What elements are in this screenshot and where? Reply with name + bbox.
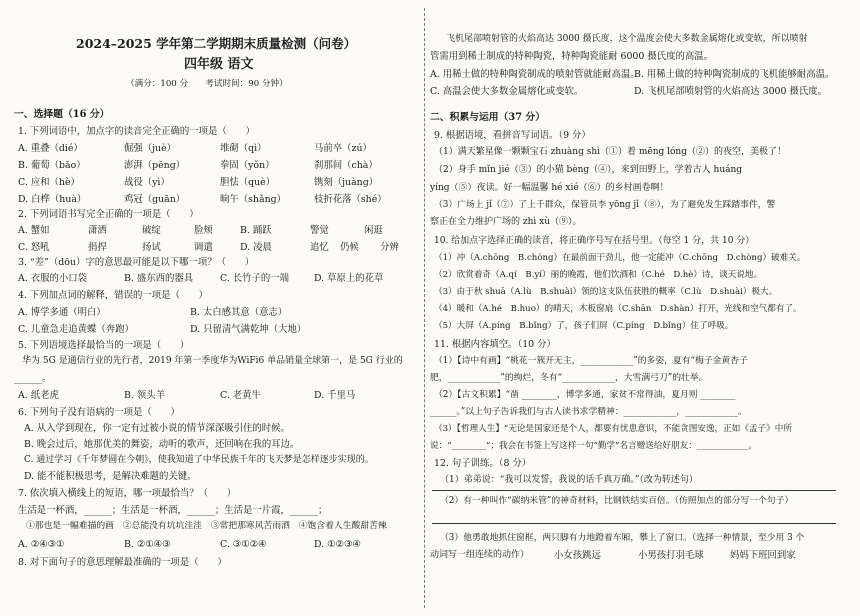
question-stem: 9. 根据语境，看拼音写词语。（9 分） xyxy=(434,130,591,141)
question-stem: 4. 下列加点词的解释，错误的一项是（ ） xyxy=(18,290,209,301)
q2-word: 捐捍 xyxy=(88,242,107,253)
q1-cell: A. 重叠（dié） xyxy=(18,143,83,154)
question-stem: 5. 下列语境选择最恰当的一项是（ ） xyxy=(18,340,190,351)
option-d: D. 只留清气满乾坤（大地） xyxy=(190,324,307,335)
q1-cell: 晌午（shǎng） xyxy=(220,194,286,205)
option-c: C. ③①②④ xyxy=(220,539,267,550)
option-d: D. 千里马 xyxy=(314,390,356,401)
q1-cell: 马前卒（zú） xyxy=(314,143,372,154)
question-line: 说：“________”；我会在书签上写这样一句“勤学”名言赠送给好朋友：____________。 xyxy=(430,441,757,451)
q2-word: 调遣 xyxy=(194,242,213,253)
question-stem: 11. 根据内容填空。（10 分） xyxy=(434,339,556,350)
question-line: （5）大屏（A.píng B.bǐng）了，孩子们屏（C.píng D.bǐng）住了呼吸。 xyxy=(434,321,734,331)
q2-word: B. 踊跃 xyxy=(240,225,272,236)
question-line: 察正在全力维护广场的 zhì xù（⑨）。 xyxy=(430,217,582,227)
question-context: 生活是一杯酒，______；生活是一杯酒，______；生活是一片霞，______； xyxy=(18,505,328,516)
q1-cell: 倔强（juè） xyxy=(124,143,176,154)
scenario-choice: 小女孩跳远 xyxy=(554,550,601,561)
column-divider xyxy=(424,8,426,608)
question-stem: 12. 句子训练。（8 分） xyxy=(434,458,532,469)
option-a: A. 博学多通（明白） xyxy=(18,307,106,318)
option-b: B. 用稀土做的特种陶瓷制成的飞机能够耐高温。 xyxy=(634,69,835,80)
question-line: （2）身手 mǐn jié（③）的小猫 bèng（④），来到田野上，学着古人 huáng xyxy=(434,165,743,175)
question-phrases: ①那也是一幅难描的画 ②总能没有坑坑洼洼 ③常把那寒风苦雨洒 ④饱含着人生酸甜苦辣 xyxy=(26,521,387,531)
scenario-choice: 妈妈下班回到家 xyxy=(730,550,796,561)
q1-cell: 澎湃（pēng） xyxy=(124,160,186,171)
q1-cell: 镌刻（juàng） xyxy=(314,177,379,188)
question-line: 肥，____________”的绚烂，冬有“____________，大雪满弓刀”的壮举。 xyxy=(430,373,708,383)
q1-cell: 刹那间（chà） xyxy=(314,160,378,171)
option-b: B. 太白感其意（意志） xyxy=(190,307,288,318)
q1-cell: B. 葡萄（bāo） xyxy=(18,160,86,171)
question-line: （3）由于秋 shuā（A.lù B.shuài）领的这支队伍获胜的概率（C.lù D.shuài）极大。 xyxy=(434,287,778,297)
q2-word: 闲逛 xyxy=(364,225,383,236)
q2-word: 警觉 xyxy=(310,225,329,236)
q1-cell: 战役（yì） xyxy=(124,177,170,188)
answer-line xyxy=(432,490,836,491)
q2-word: D. 凌晨 xyxy=(240,242,272,253)
question-line: （2）欣赏着奇（A.qí B.yí）丽的晚霞，他们饮酒和（C.hé D.hè）诗，谈天说地。 xyxy=(434,270,763,280)
q2-word: 脸颊 xyxy=(194,225,213,236)
question-line: （3）【哲理人生】“无论是国家还是个人，都要有忧患意识，不能贪图安逸，正如《孟子》中所 xyxy=(434,424,792,434)
q1-cell: C. 应和（hè） xyxy=(18,177,80,188)
question-stem: 2. 下列词语书写完全正确的一项是（ ） xyxy=(18,209,199,220)
answer-line xyxy=(432,523,836,524)
exam-subtitle: 四年级 语文 xyxy=(184,57,254,72)
option-b: B. 盛东西的器具 xyxy=(124,273,194,284)
q1-cell: 拳固（yǒn） xyxy=(220,160,275,171)
q2-word: A. 蟹如 xyxy=(18,225,50,236)
question-line: （1）满天繁星像一颗颗宝石 zhuàng shì（①）着 mēng lóng（②）的夜空，美极了！ xyxy=(434,147,786,157)
option-a: A. 从入学到现在，你一定有过被小说的情节深深吸引住的时候。 xyxy=(24,423,290,434)
question-context: 飞机尾部喷射管的火焰高达 3000 摄氏度，这个温度会使大多数金属熔化或变软，所以喷射 xyxy=(446,34,808,44)
option-a: A. ②④③① xyxy=(18,539,65,550)
option-d: D. 能不能积极思考，是解决难题的关键。 xyxy=(24,471,197,482)
q2-word: 破绽 xyxy=(142,225,161,236)
q1-cell: 鸡冠（guān） xyxy=(124,194,186,205)
question-stem: 1. 下列词语中，加点字的读音完全正确的一项是（ ） xyxy=(18,126,255,137)
option-a: A. 纸老虎 xyxy=(18,390,59,401)
question-stem: 6. 下列句子没有语病的一项是（ ） xyxy=(18,407,180,418)
question-line: ______。”以上句子告诉我们与古人读书求学精神：____________，____________。 xyxy=(430,407,747,417)
q2-word: 分辨 xyxy=(380,242,399,253)
scenario-choice: 小男孩打羽毛球 xyxy=(638,550,704,561)
question-context: 华为 5G 是通信行业的先行者，2019 年第一季度华为WiFi6 单品销量全球第一，是 5G 行业的 xyxy=(22,356,403,366)
option-d: D. 飞机尾部喷射管的火焰高达 3000 摄氏度。 xyxy=(634,86,827,97)
option-b: B. 领头羊 xyxy=(124,390,165,401)
answer-blank: ______。 xyxy=(14,373,52,384)
question-line: 动词写一组连续的动作） xyxy=(430,550,530,560)
option-b: B. 晚会过后，她那优美的舞姿，动听的歌声，还回响在我的耳边。 xyxy=(24,439,300,450)
question-stem: 3. “差”（dōu）字的意思最可能是以下哪一项？（ ） xyxy=(18,257,255,268)
option-c: C. 老黄牛 xyxy=(220,390,261,401)
section-heading: 一、选择题（16 分） xyxy=(14,109,110,120)
q1-cell: 胆怯（què） xyxy=(220,177,276,188)
option-d: D. 草原上的花草 xyxy=(314,273,384,284)
option-c: C. 长竹子的一端 xyxy=(220,273,290,284)
question-line: （2）有一种叫作“碳纳米管”的神奇材料，比钢铁结实百倍。（仿照加点的部分写一个句子） xyxy=(440,496,794,506)
option-c: C. 通过学习《千年梦圆在今朝》，使我知道了中华民族千年的飞天梦是怎样逐步实现的。 xyxy=(24,455,374,465)
question-line: （3）广场上 jǐ（⑦）了上千群众，保管员李 yōng jǐ（⑧），为了避免发生踩踏事件，警 xyxy=(434,200,776,210)
option-c: C. 高温会使大多数金属熔化或变软。 xyxy=(430,86,584,97)
q1-cell: 枝折花落（shé） xyxy=(314,194,387,205)
question-line: （2）【古文积累】“凿 ________，博学多通，家贫不常得油，夏月则 ________ xyxy=(434,390,736,400)
question-context: 管需用到稀土制成的特种陶瓷，特种陶瓷能耐 6000 摄氏度的高温。 xyxy=(430,51,713,62)
q1-cell: D. 白桦（huà） xyxy=(18,194,87,205)
section-heading: 二、积累与运用（37 分） xyxy=(430,112,546,123)
question-line: （1）【诗中有画】“桃花一簇开无主，____________”的多姿，夏有“梅子金黄杏子 xyxy=(434,356,748,366)
question-stem: 10. 给加点字选择正确的读音，将正确序号写在括号里。（每空 1 分，共 10 分） xyxy=(434,236,755,246)
question-line: （1）冲（A.chōng B.chòng）在最前面干劲儿，他一定能冲（C.chōng D.chòng）破难关。 xyxy=(434,253,806,263)
q2-word: 仍候 xyxy=(340,242,359,253)
q1-cell: 堆砌（qì） xyxy=(220,143,267,154)
question-stem: 7. 依次填入横线上的短语，哪一项最恰当？（ ） xyxy=(18,488,237,499)
question-line: （1）弟弟说：“我可以发誓，我说的话千真万确。”（改为转述句） xyxy=(440,475,698,485)
option-a: A. 衣服的小口袋 xyxy=(18,273,87,284)
option-d: D. ①②③④ xyxy=(314,539,361,550)
q2-word: 扬试 xyxy=(142,242,161,253)
option-c: C. 儿童急走追黄蝶（奔跑） xyxy=(18,324,134,335)
question-line: yíng（⑤）夜读。好一幅温馨 hé xié（⑥）的乡村画卷啊！ xyxy=(430,183,669,193)
question-line: （3）他勇敢地抓住窗框，两只脚有力地蹬着车厢，攀上了窗口。（选择一种情景，至少用 3 个 xyxy=(440,533,805,543)
question-stem: 8. 对下面句子的意思理解最准确的一项是（ ） xyxy=(18,557,227,568)
option-a: A. 用稀土做的特种陶瓷制成的喷射管就能耐高温。 xyxy=(430,69,640,80)
exam-title: 2024–2025 学年第二学期期末质量检测（问卷） xyxy=(76,36,357,51)
question-line: （4）暖和（A.hé B.huo）的晴天，木板窗扇（C.shān D.shàn）打开，光线和空气都有了。 xyxy=(434,304,802,314)
exam-info: （满分：100 分 考试时间：90 分钟） xyxy=(126,79,288,89)
q2-word: 潇洒 xyxy=(88,225,107,236)
q2-word: C. 怒吼 xyxy=(18,242,50,253)
q2-word: 追忆 xyxy=(310,242,329,253)
option-b: B. ②①④③ xyxy=(124,539,171,550)
